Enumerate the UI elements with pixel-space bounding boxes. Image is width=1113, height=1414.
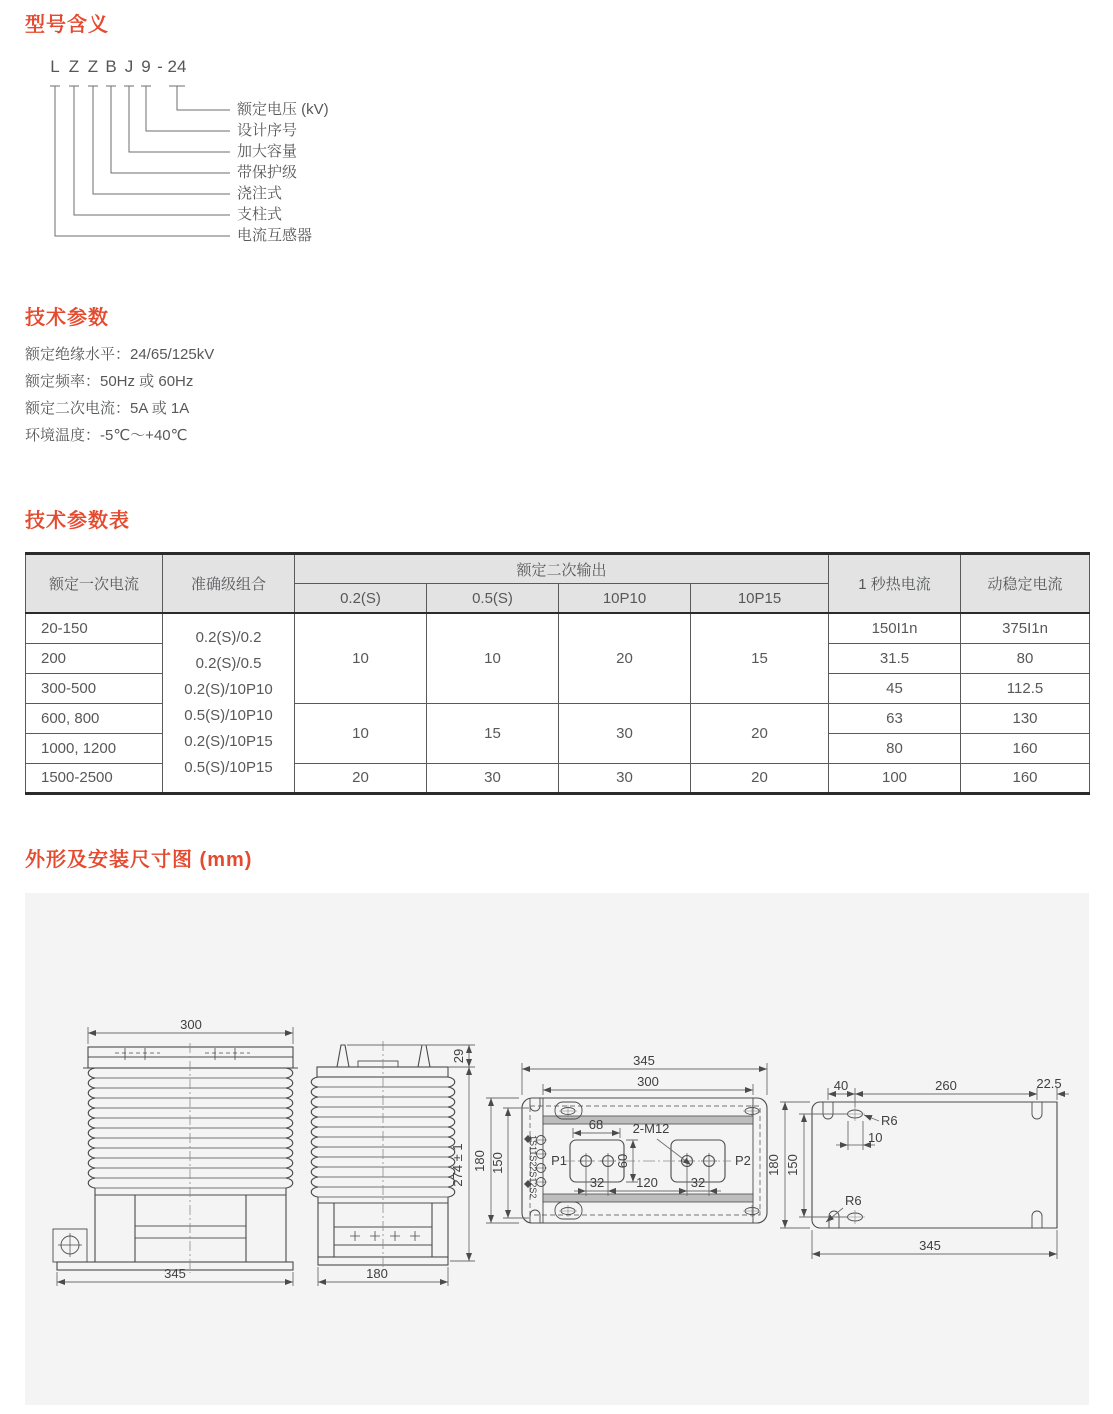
col-header-class-10p10: 10P10 <box>559 584 691 614</box>
col-header-secondary-output: 额定二次输出 <box>295 554 829 584</box>
model-code-char: 9 <box>141 57 151 76</box>
model-code-char: Z <box>87 57 99 76</box>
cell-primary-current: 600, 800 <box>26 703 163 733</box>
dim-side-base-width: 180 <box>366 1266 388 1281</box>
accuracy-combo-item: 0.2(S)/0.2 <box>195 628 262 646</box>
dim-side-terminal-height: 29 <box>451 1048 466 1064</box>
cell-dynamic-current: 160 <box>961 763 1090 793</box>
cell-thermal-current: 31.5 <box>829 643 961 673</box>
col-header-primary-current: 额定一次电流 <box>26 554 163 614</box>
model-label-rated-voltage: 额定电压 (kV) <box>237 101 329 118</box>
dimension-drawings-panel <box>25 893 1089 1405</box>
spec-secondary-current: 额定二次电流：5A 或 1A <box>25 400 190 417</box>
dim-front-top-width: 300 <box>180 1017 202 1032</box>
model-connector-lines <box>25 55 785 270</box>
cell-output-10p15: 20 <box>691 703 829 763</box>
cell-accuracy-combos <box>163 613 295 793</box>
section-title-technical-parameters: 技术参数 <box>25 307 109 329</box>
dim-front-base-width: 345 <box>164 1266 186 1281</box>
cell-thermal-current: 45 <box>829 673 961 703</box>
model-code-char: L <box>50 57 60 76</box>
section-title-dimension-drawings: 外形及安装尺寸图 (mm) <box>25 849 253 871</box>
model-code-char: B <box>105 57 117 76</box>
cell-output-10p15: 15 <box>691 613 829 703</box>
primary-terminal-p2-label: P2 <box>735 1153 751 1168</box>
dim-hole-spacing-mid: 120 <box>636 1175 658 1190</box>
model-label-design-serial: 设计序号 <box>237 122 298 139</box>
secondary-terminals-label: 1S11S22S12S2 <box>528 1135 538 1199</box>
top-view-drawing <box>472 1053 767 1223</box>
col-header-accuracy-combo: 准确级组合 <box>163 554 295 614</box>
cell-output-05s: 15 <box>427 703 559 763</box>
col-header-dynamic-current: 动稳定电流 <box>961 554 1090 614</box>
dim-plate-slot-depth: 150 <box>785 1154 800 1176</box>
primary-terminal-p1-label: P1 <box>551 1153 567 1168</box>
model-connector-current-transformer <box>55 86 230 236</box>
cell-primary-current: 1500-2500 <box>26 763 163 793</box>
model-label-post-type: 支柱式 <box>237 206 283 223</box>
cell-output-10p10: 20 <box>559 613 691 703</box>
cell-output-05s: 30 <box>427 763 559 793</box>
model-label-cast-type: 浇注式 <box>237 185 283 202</box>
dim-plate-width: 345 <box>919 1238 941 1253</box>
model-label-current-transformer: 电流互感器 <box>237 227 313 244</box>
front-view-drawing <box>53 1017 298 1286</box>
cell-primary-current: 1000, 1200 <box>26 733 163 763</box>
thread-spec-label: 2-M12 <box>632 1121 670 1136</box>
dim-hole-spacing-right: 32 <box>690 1175 706 1190</box>
accuracy-combo-item: 0.2(S)/10P10 <box>184 680 273 698</box>
cell-output-10p15: 20 <box>691 763 829 793</box>
cell-primary-current: 20-150 <box>26 613 163 643</box>
cell-thermal-current: 150I1n <box>829 613 961 643</box>
base-plate-drawing <box>766 1076 1069 1259</box>
cell-dynamic-current: 112.5 <box>961 673 1090 703</box>
cell-thermal-current: 80 <box>829 733 961 763</box>
cell-output-05s: 10 <box>427 613 559 703</box>
model-label-enlarged-capacity: 加大容量 <box>237 143 298 160</box>
plate-radius-bottom-label: R6 <box>845 1193 862 1208</box>
accuracy-combo-item: 0.5(S)/10P10 <box>184 706 273 724</box>
model-code-char: - <box>157 57 163 76</box>
cell-output-10p10: 30 <box>559 703 691 763</box>
model-code-char: 24 <box>167 57 187 76</box>
section-title-parameter-table: 技术参数表 <box>25 510 130 532</box>
dim-plate-edge-offset: 22.5 <box>1036 1076 1062 1091</box>
col-header-thermal-current: 1 秒热电流 <box>829 554 961 614</box>
cell-output-02s: 10 <box>295 613 427 703</box>
side-view-drawing <box>311 1041 475 1286</box>
dim-pad-width: 68 <box>588 1117 604 1132</box>
cell-primary-current: 200 <box>26 643 163 673</box>
accuracy-combo-item: 0.2(S)/10P15 <box>184 732 273 750</box>
technical-parameters-list <box>25 341 214 449</box>
cell-dynamic-current: 160 <box>961 733 1090 763</box>
cell-thermal-current: 63 <box>829 703 961 733</box>
table-header-row-1 <box>26 554 1090 584</box>
model-designation-diagram <box>25 55 785 270</box>
model-connector-design-serial <box>146 86 230 131</box>
dim-hole-spacing-left: 32 <box>589 1175 605 1190</box>
section-title-model-meaning: 型号含义 <box>25 14 109 36</box>
col-header-class-10p15: 10P15 <box>691 584 829 614</box>
cell-dynamic-current: 80 <box>961 643 1090 673</box>
cell-output-02s: 20 <box>295 763 427 793</box>
model-connector-post-type <box>74 86 230 215</box>
dim-plate-slot-span: 260 <box>935 1078 957 1093</box>
cell-thermal-current: 100 <box>829 763 961 793</box>
dimension-drawings <box>25 893 1089 1405</box>
col-header-class-05s: 0.5(S) <box>427 584 559 614</box>
dim-pad-height: 60 <box>615 1153 630 1169</box>
dim-plate-notch-offset: 40 <box>833 1078 849 1093</box>
spec-insulation-level: 额定绝缘水平：24/65/125kV <box>25 346 215 363</box>
plate-radius-top-label: R6 <box>881 1113 898 1128</box>
accuracy-combo-item: 0.2(S)/0.5 <box>195 654 262 672</box>
model-label-protection-class: 带保护级 <box>237 164 298 181</box>
cell-output-10p10: 30 <box>559 763 691 793</box>
model-connector-enlarged-capacity <box>129 86 230 152</box>
cell-primary-current: 300-500 <box>26 673 163 703</box>
model-code-char: J <box>124 57 134 76</box>
col-header-class-02s: 0.2(S) <box>295 584 427 614</box>
model-connector-cast-type <box>93 86 230 194</box>
dim-plate-outer-depth: 180 <box>766 1154 781 1176</box>
cell-dynamic-current: 130 <box>961 703 1090 733</box>
accuracy-combo-item: 0.5(S)/10P15 <box>184 758 273 776</box>
dim-top-outer-depth: 180 <box>472 1150 487 1172</box>
cell-dynamic-current: 375I1n <box>961 613 1090 643</box>
dim-top-inner-width: 300 <box>637 1074 659 1089</box>
spec-ambient-temperature: 环境温度：-5℃～+40℃ <box>25 427 188 444</box>
cell-output-02s: 10 <box>295 703 427 763</box>
dim-top-outer-width: 345 <box>633 1053 655 1068</box>
dim-plate-slot-length: 10 <box>868 1130 883 1145</box>
dim-side-total-height: 274 ± 1 <box>450 1143 465 1187</box>
dim-top-inner-depth: 150 <box>490 1152 505 1174</box>
spec-rated-frequency: 额定频率：50Hz 或 60Hz <box>25 373 194 390</box>
model-connector-rated-voltage <box>177 86 230 110</box>
model-code-char: Z <box>68 57 80 76</box>
technical-parameters-table <box>25 552 1090 795</box>
table-row <box>26 613 1090 643</box>
